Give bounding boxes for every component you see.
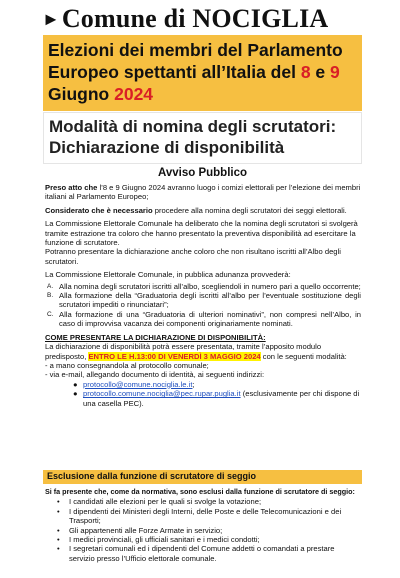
paragraph-commissione: La Commissione Elettorale Comunale ha deliberato che la nomina degli scrutatori si svolgerà tramite estrazione tra coloro che hanno presentato la preventiva disponibilità ad esercitare la funzione di scrutatore. — [45, 219, 358, 248]
list-item: • Gli appartenenti alle Forze Armate in servizio; — [57, 525, 223, 535]
email-item: ● protocollo@comune.nociglia.le.it; — [73, 379, 195, 389]
paragraph-deadline: La dichiarazione di disponibilità potrà essere presentata, tramite l’apposito modulo predisposto, ENTRO LE H.13:00 DI VENERDÌ 3 MAGGIO 2024 con le seguenti modalità: — [45, 342, 347, 361]
bullet-icon: • — [57, 544, 60, 554]
list-item: • I dipendenti dei Ministeri degli Interni, delle Poste e delle Telecomunicazioni e dei Trasporti; — [57, 506, 342, 526]
exclusion-body — [45, 487, 361, 563]
paragraph-potranno: Potranno presentare la dichiarazione anche coloro che non risultano iscritti all’Albo degli scrutatori. — [45, 247, 341, 266]
exclusion-banner: Esclusione dalla funzione di scrutatore di seggio — [43, 470, 362, 484]
duties-list — [45, 282, 361, 329]
date-day-1: 8 — [300, 62, 311, 82]
list-item: C. Alla formazione di una “Graduatoria di ulteriori nominativi”, non compresi nell’Albo, in caso di improvvisa vacanza dei componenti originariamente nominati. — [47, 309, 361, 329]
municipality-header — [42, 4, 328, 34]
bullet-icon: • — [57, 506, 60, 516]
triangle-marker-icon: ► — [42, 8, 60, 29]
election-banner — [43, 35, 362, 111]
notice-body — [45, 183, 361, 408]
paragraph-adunanza: La Commissione Elettorale Comunale, in pubblica adunanza provvederà: — [45, 270, 291, 280]
bullet-icon: ● — [73, 379, 78, 389]
email-link-pec[interactable]: protocollo.comune.nociglia@pec.rupar.puglia.it — [83, 389, 241, 399]
section-heading-presentation: COME PRESENTARE LA DICHIARAZIONE DI DISPONIBILITÀ: — [45, 332, 266, 342]
subtitle-box — [43, 112, 362, 164]
paragraph-preso-atto: Preso atto che l’8 e 9 Giugno 2024 avranno luogo i comizi elettorali per l’elezione dei membri italiani al Parlamento Europeo; — [45, 183, 361, 202]
bullet-icon: • — [57, 497, 60, 507]
bullet-icon: • — [57, 525, 60, 535]
election-title: Elezioni dei membri del Parlamento Europeo spettanti all’Italia del 8 e 9 Giugno 2024 — [48, 40, 343, 104]
bullet-icon: • — [57, 535, 60, 545]
mode-by-hand: - a mano consegnandola al protocollo comunale; — [45, 360, 209, 370]
list-item: A. Alla nomina degli scrutatori iscritti all’albo, scegliendoli in numero pari a quello occorrente; — [47, 281, 361, 291]
subtitle: Modalità di nomina degli scrutatori: Dichiarazione di disponibilità — [49, 117, 337, 157]
exclusion-lead: Si fa presente che, come da normativa, sono esclusi dalla funzione di scrutatore di seggio: — [45, 487, 355, 496]
list-item: • I segretari comunali ed i dipendenti del Comune addetti o comandati a prestare servizio presso l’Ufficio elettorale comunale. — [57, 544, 335, 563]
email-link-protocollo[interactable]: protocollo@comune.nociglia.le.it — [83, 379, 193, 389]
email-item: ● protocollo.comune.nociglia@pec.rupar.puglia.it (esclusivamente per chi dispone di una casella PEC). — [73, 389, 360, 408]
list-item: • I medici provinciali, gli ufficiali sanitari e i medici condotti; — [57, 535, 260, 545]
deadline-highlight: ENTRO LE H.13:00 DI VENERDÌ 3 MAGGIO 2024 — [88, 351, 261, 361]
notice-heading: Avviso Pubblico — [157, 167, 248, 179]
date-day-2: 9 — [330, 62, 340, 82]
paragraph-considerato: Considerato che è necessario procedere alla nomina degli scrutatori dei seggi elettorali. — [45, 205, 347, 215]
list-item: • I candidati alle elezioni per le quali si svolge la votazione; — [57, 497, 262, 507]
list-item: B. Alla formazione della “Graduatoria degli iscritti all’albo per l’eventuale sostituzione degli scrutatori impediti o rinunciatari”; — [47, 291, 361, 310]
election-year: 2024 — [114, 84, 154, 104]
bullet-icon: ● — [73, 389, 78, 399]
mode-by-email: - via e-mail, allegando documento di identità, ai seguenti indirizzi: — [45, 370, 265, 380]
municipality-title: Comune di NOCIGLIA — [61, 4, 329, 33]
